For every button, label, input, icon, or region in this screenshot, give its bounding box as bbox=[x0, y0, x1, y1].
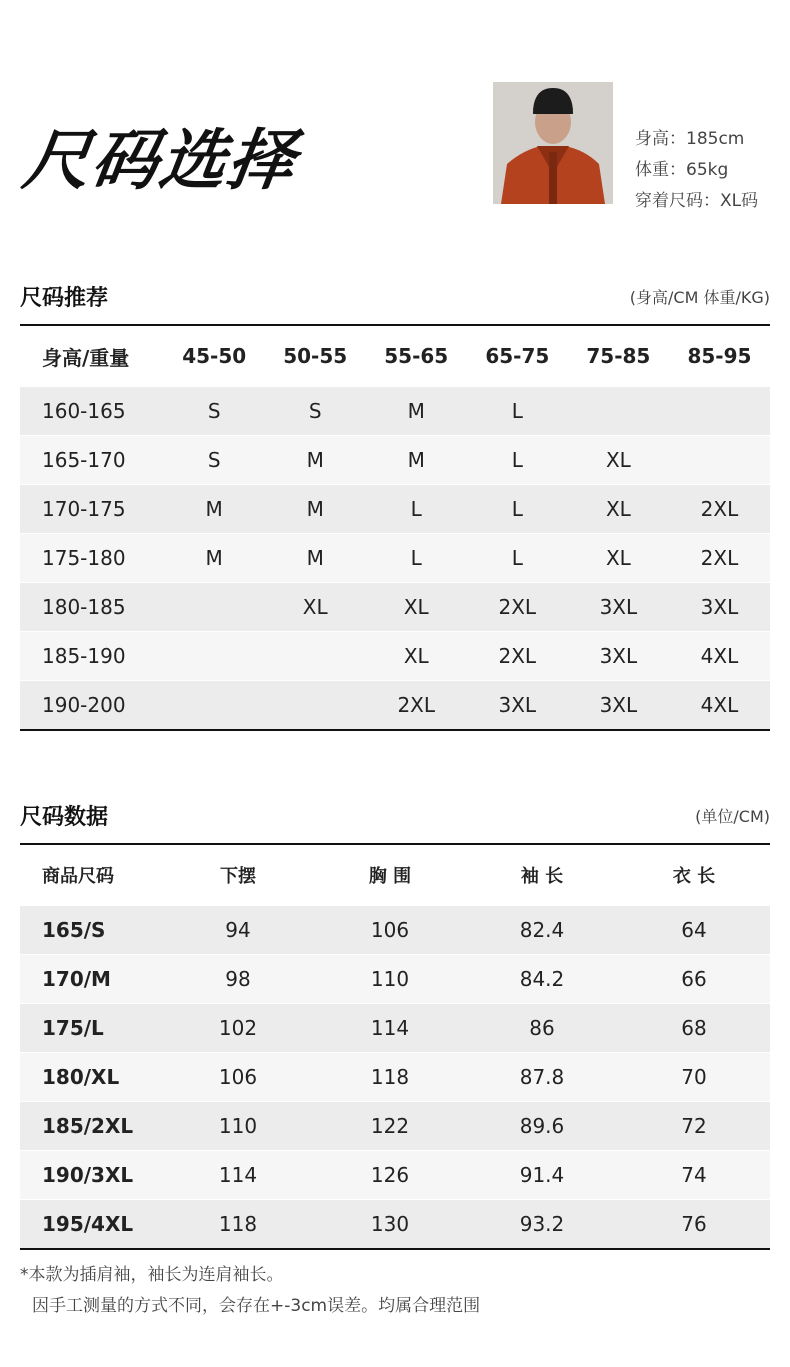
data-unit-note: (单位/CM) bbox=[695, 807, 770, 826]
column-header: 75-85 bbox=[568, 325, 669, 387]
table-cell: 3XL bbox=[568, 632, 669, 681]
table-cell: 2XL bbox=[467, 632, 568, 681]
model-height: 身高：185cm bbox=[635, 129, 745, 149]
table-cell: XL bbox=[568, 534, 669, 583]
table-cell: 118 bbox=[314, 1053, 466, 1102]
table-cell: 126 bbox=[314, 1151, 466, 1200]
recommend-row bbox=[20, 583, 770, 632]
column-header: 身高/重量 bbox=[20, 325, 164, 387]
table-cell: 175-180 bbox=[20, 534, 164, 583]
table-cell: M bbox=[265, 534, 366, 583]
table-cell: 70 bbox=[618, 1053, 770, 1102]
model-photo bbox=[493, 82, 613, 204]
footnote-line1: *本款为插肩袖，袖长为连肩袖长。 bbox=[20, 1265, 284, 1285]
table-cell: 76 bbox=[618, 1200, 770, 1250]
table-cell: 74 bbox=[618, 1151, 770, 1200]
table-cell: 2XL bbox=[669, 485, 770, 534]
column-header: 袖 长 bbox=[466, 844, 618, 906]
column-header: 商品尺码 bbox=[20, 844, 162, 906]
table-cell: L bbox=[467, 485, 568, 534]
table-cell: 114 bbox=[314, 1004, 466, 1053]
table-cell: 84.2 bbox=[466, 955, 618, 1004]
table-cell: 93.2 bbox=[466, 1200, 618, 1250]
table-cell: L bbox=[467, 387, 568, 436]
table-cell: 190/3XL bbox=[20, 1151, 162, 1200]
table-cell: 87.8 bbox=[466, 1053, 618, 1102]
table-cell: 195/4XL bbox=[20, 1200, 162, 1250]
table-cell: 175/L bbox=[20, 1004, 162, 1053]
table-cell: 180-185 bbox=[20, 583, 164, 632]
column-header: 45-50 bbox=[164, 325, 265, 387]
column-header: 下摆 bbox=[162, 844, 314, 906]
table-cell: XL bbox=[366, 583, 467, 632]
table-cell: 3XL bbox=[669, 583, 770, 632]
table-cell: 86 bbox=[466, 1004, 618, 1053]
table-cell: XL bbox=[366, 632, 467, 681]
table-cell: 4XL bbox=[669, 632, 770, 681]
table-header-row bbox=[20, 844, 770, 906]
recommend-unit-note: (身高/CM 体重/KG) bbox=[629, 288, 770, 307]
recommend-row bbox=[20, 436, 770, 485]
column-header: 50-55 bbox=[265, 325, 366, 387]
size-data-table bbox=[20, 843, 770, 1250]
recommend-row bbox=[20, 485, 770, 534]
table-cell bbox=[669, 387, 770, 436]
table-cell: 3XL bbox=[568, 681, 669, 731]
model-weight: 体重：65kg bbox=[635, 160, 729, 180]
table-cell: 102 bbox=[162, 1004, 314, 1053]
table-cell: 94 bbox=[162, 906, 314, 955]
size-data-row bbox=[20, 1004, 770, 1053]
model-size: 穿着尺码：XL码 bbox=[635, 191, 759, 211]
table-cell: 130 bbox=[314, 1200, 466, 1250]
table-cell: 68 bbox=[618, 1004, 770, 1053]
table-cell: 190-200 bbox=[20, 681, 164, 731]
size-recommend-table bbox=[20, 324, 770, 731]
column-header: 胸 围 bbox=[314, 844, 466, 906]
table-cell: L bbox=[366, 485, 467, 534]
table-cell: M bbox=[366, 387, 467, 436]
table-cell: 3XL bbox=[467, 681, 568, 731]
recommend-row bbox=[20, 632, 770, 681]
table-cell: 114 bbox=[162, 1151, 314, 1200]
table-cell: M bbox=[164, 485, 265, 534]
table-cell: XL bbox=[568, 436, 669, 485]
table-cell bbox=[568, 387, 669, 436]
table-cell bbox=[669, 436, 770, 485]
table-cell: 185/2XL bbox=[20, 1102, 162, 1151]
table-cell: S bbox=[265, 387, 366, 436]
table-cell: XL bbox=[568, 485, 669, 534]
table-cell: 110 bbox=[314, 955, 466, 1004]
recommend-section-title: 尺码推荐 bbox=[20, 286, 109, 311]
table-cell: 82.4 bbox=[466, 906, 618, 955]
table-cell: 98 bbox=[162, 955, 314, 1004]
table-cell: 180/XL bbox=[20, 1053, 162, 1102]
recommend-row bbox=[20, 387, 770, 436]
table-cell: 2XL bbox=[366, 681, 467, 731]
table-cell bbox=[265, 681, 366, 731]
footnote bbox=[20, 1260, 480, 1322]
size-data-row bbox=[20, 1200, 770, 1250]
column-header: 65-75 bbox=[467, 325, 568, 387]
table-cell: 185-190 bbox=[20, 632, 164, 681]
table-cell: 72 bbox=[618, 1102, 770, 1151]
table-cell: S bbox=[164, 387, 265, 436]
table-cell: 3XL bbox=[568, 583, 669, 632]
table-cell: 170-175 bbox=[20, 485, 164, 534]
table-cell: 91.4 bbox=[466, 1151, 618, 1200]
page-title: 尺码选择 bbox=[18, 122, 302, 199]
table-cell: M bbox=[366, 436, 467, 485]
recommend-row bbox=[20, 534, 770, 583]
table-cell bbox=[164, 583, 265, 632]
table-cell: 2XL bbox=[467, 583, 568, 632]
table-cell: 165-170 bbox=[20, 436, 164, 485]
table-cell: 64 bbox=[618, 906, 770, 955]
table-cell bbox=[265, 632, 366, 681]
size-data-row bbox=[20, 1053, 770, 1102]
table-cell: 89.6 bbox=[466, 1102, 618, 1151]
table-cell bbox=[164, 632, 265, 681]
footnote-line2: 因手工测量的方式不同，会存在+-3cm误差。均属合理范围 bbox=[32, 1296, 481, 1316]
table-cell: 66 bbox=[618, 955, 770, 1004]
size-data-row bbox=[20, 906, 770, 955]
table-cell: L bbox=[467, 534, 568, 583]
table-cell: 4XL bbox=[669, 681, 770, 731]
size-data-row bbox=[20, 1102, 770, 1151]
table-cell: M bbox=[164, 534, 265, 583]
data-section-title: 尺码数据 bbox=[20, 805, 109, 830]
table-cell: 118 bbox=[162, 1200, 314, 1250]
table-header-row bbox=[20, 325, 770, 387]
table-cell: 122 bbox=[314, 1102, 466, 1151]
model-info bbox=[635, 124, 758, 217]
table-cell: XL bbox=[265, 583, 366, 632]
table-cell: L bbox=[366, 534, 467, 583]
table-cell: 165/S bbox=[20, 906, 162, 955]
recommend-row bbox=[20, 681, 770, 731]
size-data-row bbox=[20, 1151, 770, 1200]
column-header: 衣 长 bbox=[618, 844, 770, 906]
table-cell: 110 bbox=[162, 1102, 314, 1151]
table-cell: 106 bbox=[162, 1053, 314, 1102]
table-cell: S bbox=[164, 436, 265, 485]
table-cell: 2XL bbox=[669, 534, 770, 583]
table-cell: 106 bbox=[314, 906, 466, 955]
column-header: 55-65 bbox=[366, 325, 467, 387]
table-cell: M bbox=[265, 485, 366, 534]
size-data-row bbox=[20, 955, 770, 1004]
table-cell bbox=[164, 681, 265, 731]
column-header: 85-95 bbox=[669, 325, 770, 387]
table-cell: 160-165 bbox=[20, 387, 164, 436]
table-cell: M bbox=[265, 436, 366, 485]
table-cell: L bbox=[467, 436, 568, 485]
table-cell: 170/M bbox=[20, 955, 162, 1004]
